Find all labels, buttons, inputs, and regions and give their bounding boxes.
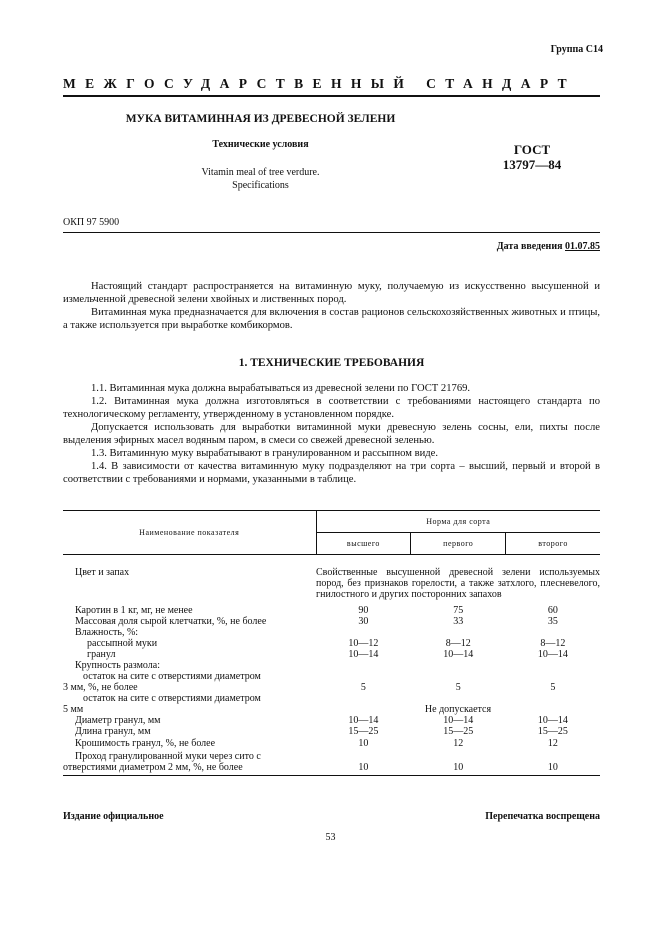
row-label: Цвет и запах <box>75 567 130 578</box>
table-row <box>63 749 600 776</box>
table-row <box>63 671 600 693</box>
cell-highest: 30 <box>358 616 369 627</box>
row-label-line: Проход гранулированной муки через сито с <box>75 751 261 762</box>
gost-number <box>497 142 567 172</box>
document-title: МУКА ВИТАМИННАЯ ИЗ ДРЕВЕСНОЙ ЗЕЛЕНИ <box>125 113 396 125</box>
row-label: рассыпной муки <box>87 638 158 649</box>
row-label: гранул <box>87 649 116 660</box>
row-label-line: 5 мм <box>63 704 84 715</box>
table-row <box>63 555 600 601</box>
english-title-line1: Vitamin meal of tree verdure. <box>201 167 320 178</box>
cell-second: 5 <box>550 682 556 693</box>
okp-rule <box>63 232 600 233</box>
page-number: 53 <box>325 832 336 843</box>
table-row <box>63 660 600 671</box>
cell-highest: 10 <box>358 762 369 773</box>
row-label-line: остаток на сите с отверстиями диаметром <box>83 671 261 682</box>
clause-1-3: 1.3. Витаминную муку вырабатывают в гранулированном и рассыпном виде. <box>91 448 438 459</box>
row-label: Диаметр гранул, мм <box>75 715 161 726</box>
header-grade-highest: высшего <box>316 533 411 555</box>
table-row <box>63 737 600 749</box>
cell-second: 10—14 <box>537 715 568 726</box>
row-label: Крошимость гранул, %, не более <box>75 738 216 749</box>
table-row <box>63 649 600 660</box>
header-norm: Норма для сорта <box>316 511 600 533</box>
row-label: Крупность размола: <box>75 660 161 671</box>
row-label <box>63 693 316 715</box>
clause-1-4: 1.4. В зависимости от качества витаминную муку подразделяют на три сорта – высший, первый и второй в соответствии с требованиями и нормами, указанными в таблице. <box>63 461 600 485</box>
introduction-date-label: Дата введения <box>496 241 565 252</box>
reprint-prohibited-note: Перепечатка воспрещена <box>485 811 600 822</box>
table-row <box>63 638 600 649</box>
cell-highest: 10 <box>358 738 369 749</box>
group-code: Группа С14 <box>550 44 603 55</box>
cell-first: 75 <box>453 605 464 616</box>
cell-first: 10—14 <box>443 715 474 726</box>
gost-code: 13797—84 <box>502 157 562 172</box>
table-row <box>63 715 600 726</box>
cell-first: 10 <box>453 762 464 773</box>
row-label: Длина гранул, мм <box>75 726 151 737</box>
cell-highest: 10—14 <box>348 649 379 660</box>
clause-1-2: 1.2. Витаминная мука должна изготовляться в соответствии с требованиями настоящего стандарта по технологическому регламенту, утвержденному в установленном порядке. <box>63 396 600 420</box>
row-label-line: остаток на сите с отверстиями диаметром <box>83 693 261 704</box>
cell-second: 60 <box>547 605 558 616</box>
cell-first: 15—25 <box>443 726 474 737</box>
header-rule <box>63 95 600 97</box>
cell-highest: 10—14 <box>348 715 379 726</box>
cell-first: 12 <box>453 738 464 749</box>
row-label <box>63 749 316 776</box>
gost-label: ГОСТ <box>513 142 551 157</box>
row-label-line: 3 мм, %, не более <box>63 682 138 693</box>
header-indicator: Наименование показателя <box>63 511 316 555</box>
section-text <box>63 382 600 486</box>
clause-1-2-note: Допускается использовать для выработки витаминной муки древесную зелень сосны, ели, пихты после выделения эфирных масел водяным паром, в смеси со свежей древесной зеленью. <box>63 422 600 446</box>
cell-second: 35 <box>547 616 558 627</box>
document-subtitle: Технические условия <box>212 139 309 150</box>
table-row <box>63 726 600 737</box>
english-title-line2: Specifications <box>232 180 289 191</box>
cell-highest: 5 <box>360 682 366 693</box>
cell-first: 10—14 <box>443 649 474 660</box>
intro-paragraph: Настоящий стандарт распространяется на витаминную муку, получаемую из искусственно высушенной и измельченной древесной зелени хвойных и лиственных пород. <box>63 281 600 305</box>
cell-highest: 15—25 <box>348 726 379 737</box>
row-label: Влажность, %: <box>75 627 139 638</box>
table-row <box>63 693 600 715</box>
cell-first: 33 <box>453 616 464 627</box>
cell-second: 8—12 <box>540 638 566 649</box>
row-label: Массовая доля сырой клетчатки, %, не более <box>75 616 267 627</box>
table-row <box>63 600 600 616</box>
english-title <box>63 166 458 192</box>
intro-text <box>63 280 600 332</box>
interstate-standard-banner: МЕЖГОСУДАРСТВЕННЫЙ СТАНДАРТ <box>63 76 577 91</box>
color-smell-value: Свойственные высушенной древесной зелени используемых пород, без признаков горелости, а также затхлого, плесневелого, гнилостного и других посторонних запахов <box>316 567 600 600</box>
header-grade-second: второго <box>506 533 600 555</box>
intro-paragraph: Витаминная мука предназначается для включения в состав рационов сельскохозяйственных животных и птицы, а также используется при выработке комбикормов. <box>63 307 600 331</box>
okp-code: ОКП 97 5900 <box>63 217 120 228</box>
cell-highest: 10—12 <box>348 638 379 649</box>
header-grade-first: первого <box>411 533 506 555</box>
cell-second: 10—14 <box>537 649 568 660</box>
section-heading: 1. ТЕХНИЧЕСКИЕ ТРЕБОВАНИЯ <box>238 357 425 369</box>
table-row <box>63 616 600 627</box>
cell-first: 5 <box>455 682 461 693</box>
row-label <box>63 671 316 693</box>
official-edition-note: Издание официальное <box>63 811 164 822</box>
cell-first: 8—12 <box>445 638 471 649</box>
introduction-date <box>497 241 600 252</box>
row-label: Каротин в 1 кг, мг, не менее <box>75 605 193 616</box>
introduction-date-value: 01.07.85 <box>565 241 600 252</box>
cell-second: 15—25 <box>537 726 568 737</box>
cell-second: 10 <box>547 762 558 773</box>
clause-1-1: 1.1. Витаминная мука должна вырабатываться из древесной зелени по ГОСТ 21769. <box>91 383 471 394</box>
row-label-line: отверстиями диаметром 2 мм, %, не более <box>63 762 243 773</box>
cell-second: 12 <box>547 738 558 749</box>
requirements-table <box>63 510 600 776</box>
cell-highest: 90 <box>358 605 369 616</box>
cell-not-allowed: Не допускается <box>424 704 492 715</box>
table-row <box>63 627 600 638</box>
